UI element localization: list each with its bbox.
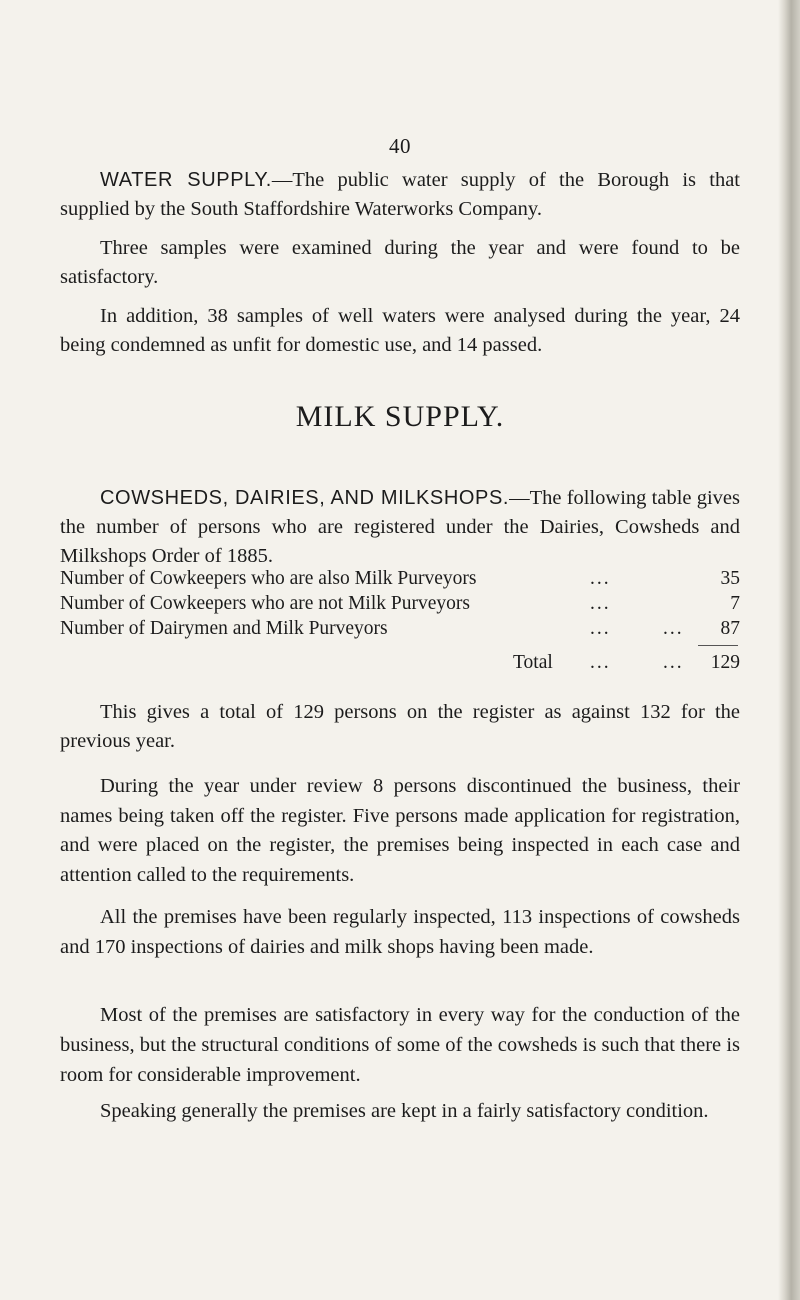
row-value: 7: [730, 593, 740, 614]
structural-conditions-paragraph: Most of the premises are satisfactory in every way for the conduction of the business, but the structural conditions of some of the cowsheds is such that there is room for considerable improvement.: [60, 1004, 740, 1086]
total-value: 129: [710, 652, 740, 673]
water-supply-paragraph: [60, 166, 740, 224]
general-condition-paragraph: Speaking generally the premises are kept in a fairly satisfactory condition.: [100, 1100, 709, 1122]
water-samples-paragraph: Three samples were examined during the year and were found to be satisfactory.: [60, 237, 740, 288]
page-number: 40: [389, 134, 411, 158]
total-rule: [698, 645, 738, 646]
discontinued-paragraph: During the year under review 8 persons discontinued the business, their names being taken off the register. Five persons made application for registration, and were placed on the register, the premises being inspected in each case and attention called to the requirements.: [60, 775, 740, 886]
row-leader: ...: [590, 618, 611, 639]
row-leader: ...: [590, 593, 611, 614]
row-value: 35: [720, 568, 740, 589]
water-supply-intro: The public water supply of the Borough is that supplied by the South Staffordshire Waterworks Company.: [60, 169, 740, 220]
table-row: [60, 593, 740, 619]
well-waters-paragraph: In addition, 38 samples of well waters were analysed during the year, 24 being condemned as unfit for domestic use, and 14 passed.: [60, 305, 740, 356]
milk-supply-title: MILK SUPPLY.: [295, 400, 505, 433]
table-row: [60, 568, 740, 594]
cowsheds-paragraph: [60, 484, 740, 571]
inspections-paragraph: All the premises have been regularly inspected, 113 inspections of cowsheds and 170 inspections of dairies and milk shops having been made.: [60, 906, 740, 958]
row-label: Number of Dairymen and Milk Purveyors: [60, 618, 388, 639]
row-leader: ...: [590, 568, 611, 589]
row-value: 87: [720, 618, 740, 639]
page-edge-shadow: [778, 0, 800, 1300]
water-supply-dash: —: [271, 169, 293, 191]
row-label: Number of Cowkeepers who are also Milk Purveyors: [60, 568, 477, 589]
cowsheds-text: The following table gives the number of persons who are registered under the Dairies, Cowsheds and Milkshops Order of 1885.: [60, 487, 740, 567]
row-label: Number of Cowkeepers who are not Milk Purveyors: [60, 593, 470, 614]
register-total-paragraph: This gives a total of 129 persons on the register as against 132 for the previous year.: [60, 701, 740, 752]
water-supply-heading: WATER SUPPLY.: [100, 169, 272, 191]
row-leader: ...: [590, 652, 611, 673]
table-row: [60, 618, 740, 644]
cowsheds-heading: COWSHEDS, DAIRIES, AND MILKSHOPS.: [100, 487, 510, 509]
row-leader: ...: [663, 652, 684, 673]
total-row: [60, 652, 740, 678]
total-label: Total: [513, 652, 553, 673]
row-leader: ...: [663, 618, 684, 639]
cowsheds-dash: —: [509, 487, 530, 509]
